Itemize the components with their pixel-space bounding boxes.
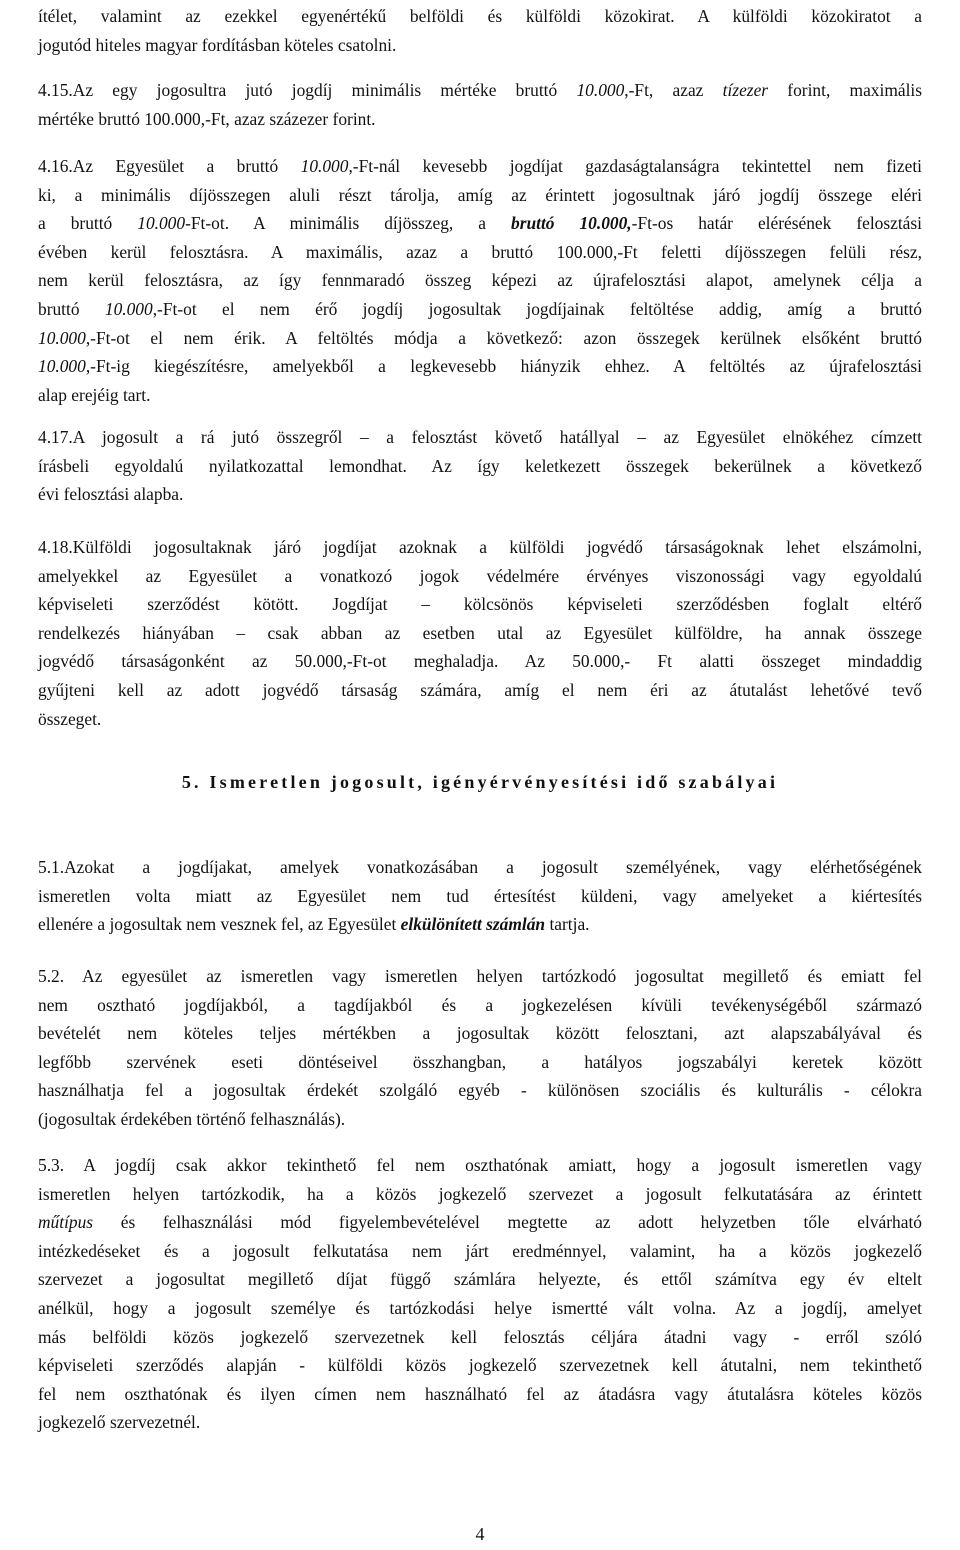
text-line: használhatja fel a jogosultak érdekét szolgáló egyéb - különösen szociális és kulturális - célokra [38,1080,922,1101]
text-line: nem kerül felosztásra, az így fennmaradó összeg képezi az újrafelosztási alapot, amelynek célja a [38,270,922,291]
text-line: 5.3. A jogdíj csak akkor tekinthető fel nem oszthatónak amiatt, hogy a jogosult ismeretlen vagy [38,1155,922,1175]
paragraph-4-16 [38,152,922,409]
text-line: ismeretlen volta miatt az Egyesület nem tud értesítést küldeni, vagy amelyeket a kiértesítés [38,885,922,906]
text-line: gyűjteni kell az adott jogvédő társaság számára, amíg el nem éri az átutalást lehetővé tevő [38,679,922,700]
text-line: 4.17.A jogosult a rá jutó összegről – a felosztást követő hatállyal – az Egyesület elnökéhez címzett [38,427,922,447]
text-line: legfőbb szervének eseti döntéseivel összhangban, a hatályos jogszabályi keretek között [38,1051,922,1072]
text-line: alap erejéig tart. [38,384,151,405]
text-line: jogutód hiteles magyar fordításban köteles csatolni. [38,34,397,55]
text-line: ki, a minimális díjösszegen aluli részt tárolja, amíg az érintett jogosultnak járó jogdíj összege eléri [38,184,922,205]
text-line: 5.2. Az egyesület az ismeretlen vagy ismeretlen helyen tartózkodó jogosultat megillető és emiatt fel [38,966,922,986]
text-line: 4.16.Az Egyesület a bruttó 10.000,-Ft-nál kevesebb jogdíjat gazdaságtalanságra tekintettel nem fizeti [38,156,922,176]
text-line: szervezet a jogosultat megillető díjat függő számlára helyezte, és ettől számítva egy év eltelt [38,1269,922,1290]
page-number: 4 [475,1524,485,1544]
text-line: amelyekkel az Egyesület a vonatkozó jogok védelmére érvényes viszonossági vagy egyoldalú [38,565,922,586]
text-line: a bruttó 10.000-Ft-ot. A minimális díjösszeg, a bruttó 10.000,-Ft-os határ elérésének felosztási [38,213,922,234]
paragraph-5-3 [38,1151,922,1437]
section-title: 5. Ismeretlen jogosult, igényérvényesítési idő szabályai [181,772,779,792]
text-line: 4.15.Az egy jogosultra jutó jogdíj minimális mértéke bruttó 10.000,-Ft, azaz tízezer forint, maximális [38,80,922,100]
text-line: képviseleti szerződés alapján - külföldi közös jogkezelő szervezetnek kell átutalni, nem tekinthető [38,1355,922,1376]
text-line: mértéke bruttó 100.000,-Ft, azaz százezer forint. [38,108,376,129]
text-line: 10.000,-Ft-ig kiegészítésre, amelyekből a legkevesebb hiányzik ehhez. A feltöltés az újrafelosztási [38,356,922,377]
text-line: évében kerül felosztásra. A maximális, azaz a bruttó 100.000,-Ft feletti díjösszegen felüli rész, [38,241,922,262]
text-line: ítélet, valamint az ezekkel egyenértékű belföldi és külföldi közokirat. A külföldi közokiratot a [38,6,922,26]
paragraph-4-15 [38,76,922,133]
text-line: képviseleti szerződést kötött. Jogdíjat – kölcsönös képviseleti szerződésben foglalt eltérő [38,594,922,615]
text-line: bevételét nem köteles teljes mértékben a jogosultak között felosztani, azt alapszabályával és [38,1023,922,1044]
text-line: bruttó 10.000,-Ft-ot el nem érő jogdíj jogosultak jogdíjainak feltöltése addig, amíg a bruttó [38,298,923,319]
text-line: (jogosultak érdekében történő felhasználás). [38,1108,346,1129]
text-line: ismeretlen helyen tartózkodik, ha a közös jogkezelő szervezet a jogosult felkutatására az érintett [38,1183,922,1204]
text-line: 10.000,-Ft-ot el nem érik. A feltöltés módja a következő: azon összegek kerülnek elsőként bruttó [38,327,922,348]
paragraph-continuation [38,2,922,59]
text-line: intézkedéseket és a jogosult felkutatása nem járt eredménnyel, valamint, ha a közös jogkezelő [38,1240,922,1261]
text-line: 5.1.Azokat a jogdíjakat, amelyek vonatkozásában a jogosult személyének, vagy elérhetőségének [38,857,922,877]
text-line: más belföldi közös jogkezelő szervezetnek kell felosztás céljára átadni vagy - erről szóló [38,1326,922,1347]
text-line: évi felosztási alapba. [38,484,184,505]
text-line: nem osztható jogdíjakból, a tagdíjakból és a jogkezelésen kívüli tevékenységéből származó [38,994,922,1015]
paragraph-4-18 [38,533,922,733]
text-line: 4.18.Külföldi jogosultaknak járó jogdíjat azoknak a külföldi jogvédő társaságoknak lehet elszámolni, [38,537,922,557]
text-line: fel nem oszthatónak és ilyen címen nem használható fel az átadásra vagy átutalásra köteles közös [38,1383,922,1404]
text-line: műtípus és felhasználási mód figyelembevételével megtette az adott helyzetben tőle elvárható [38,1212,922,1233]
text-line: írásbeli egyoldalú nyilatkozattal lemondhat. Az így keletkezett összegek bekerülnek a következő [38,455,922,476]
text-line: összeget. [38,708,102,729]
text-line: rendelkezés hiányában – csak abban az esetben utal az Egyesület külföldre, ha annak összege [38,622,922,643]
text-line: anélkül, hogy a jogosult személye és tartózkodási helye ismertté vált volna. Az a jogdíj, amelyet [38,1297,922,1318]
text-line: jogvédő társaságonként az 50.000,-Ft-ot meghaladja. Az 50.000,- Ft alatti összeget mindaddig [38,651,922,672]
text-line: ellenére a jogosultak nem vesznek fel, az Egyesület elkülönített számlán tartja. [38,914,590,935]
paragraph-4-17 [38,423,922,509]
paragraph-5-2 [38,962,922,1134]
paragraph-5-1 [38,853,922,939]
text-line: jogkezelő szervezetnél. [38,1412,201,1433]
